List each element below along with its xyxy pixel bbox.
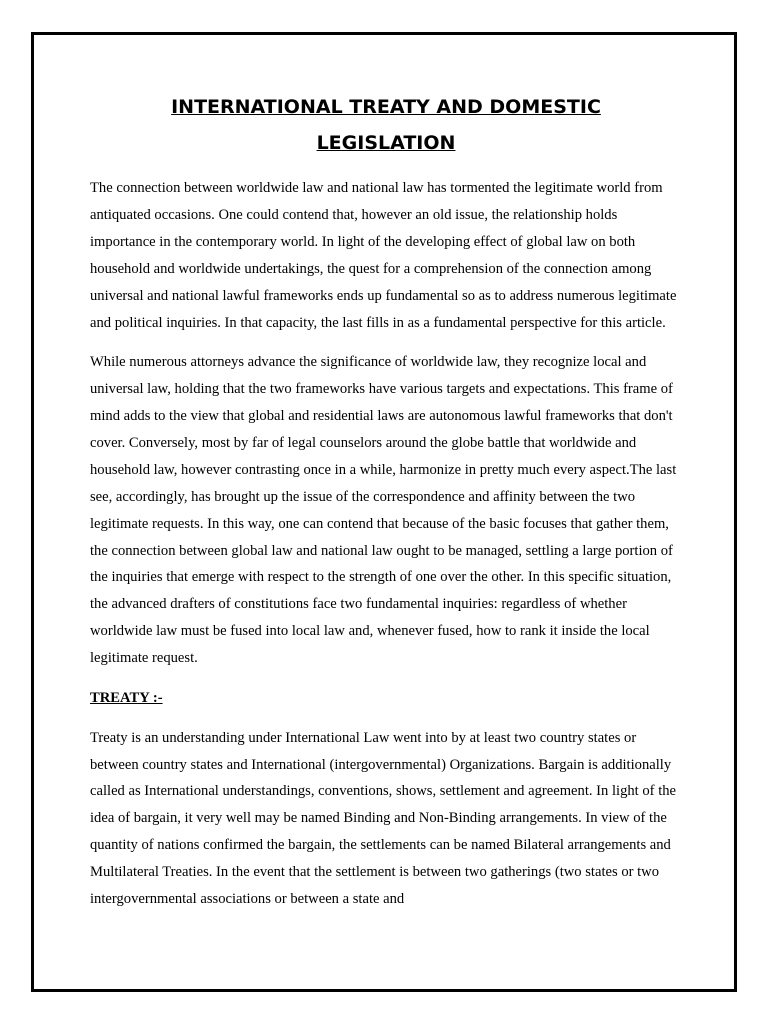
document-body <box>90 89 682 926</box>
paragraph-treaty: Treaty is an understanding under International Law went into by at least two country states or between country states and International (intergovernmental) Organizations. Bargain is additionally called as International understandings, conventions, shows, settlement and agreement. In light of the idea of bargain, it very well may be named Binding and Non-Binding arrangements. In view of the quantity of nations confirmed the bargain, the settlements can be named Bilateral arrangements and Multilateral Treaties. In the event that the settlement is between two gatherings (two states or two intergovernmental associations or between a state and <box>90 729 677 908</box>
paragraph-intro: The connection between worldwide law and national law has tormented the legitimate world from antiquated occasions. One could contend that, however an old issue, the relationship holds importance in the contemporary world. In light of the developing effect of global law on both household and worldwide undertakings, the quest for a comprehension of the connection among universal and national lawful frameworks ends up fundamental so as to address numerous legitimate and political inquiries. In that capacity, the last fills in as a fundamental perspective for this article. <box>90 180 677 331</box>
page-border <box>31 32 737 992</box>
document-title: INTERNATIONAL TREATY AND DOMESTIC LEGISLATION <box>171 96 601 154</box>
section-heading-treaty: TREATY :- <box>90 689 163 706</box>
paragraph-frameworks: While numerous attorneys advance the significance of worldwide law, they recognize local and universal law, holding that the two frameworks have various targets and expectations. This frame of mind adds to the view that global and residential laws are autonomous lawful frameworks that don't cover. Conversely, most by far of legal counselors around the globe battle that worldwide and household law, however contrasting once in a while, harmonize in pretty much every aspect.The last see, accordingly, has brought up the issue of the correspondence and affinity between the two legitimate requests. In this way, one can contend that because of the basic focuses that gather them, the connection between global law and national law ought to be managed, settling a large portion of the inquiries that emerge with respect to the strength of one over the other. In this specific situation, the advanced drafters of constitutions face two fundamental inquiries: regardless of whether worldwide law must be fused into local law and, whenever fused, how to rank it inside the local legitimate request. <box>90 354 677 667</box>
